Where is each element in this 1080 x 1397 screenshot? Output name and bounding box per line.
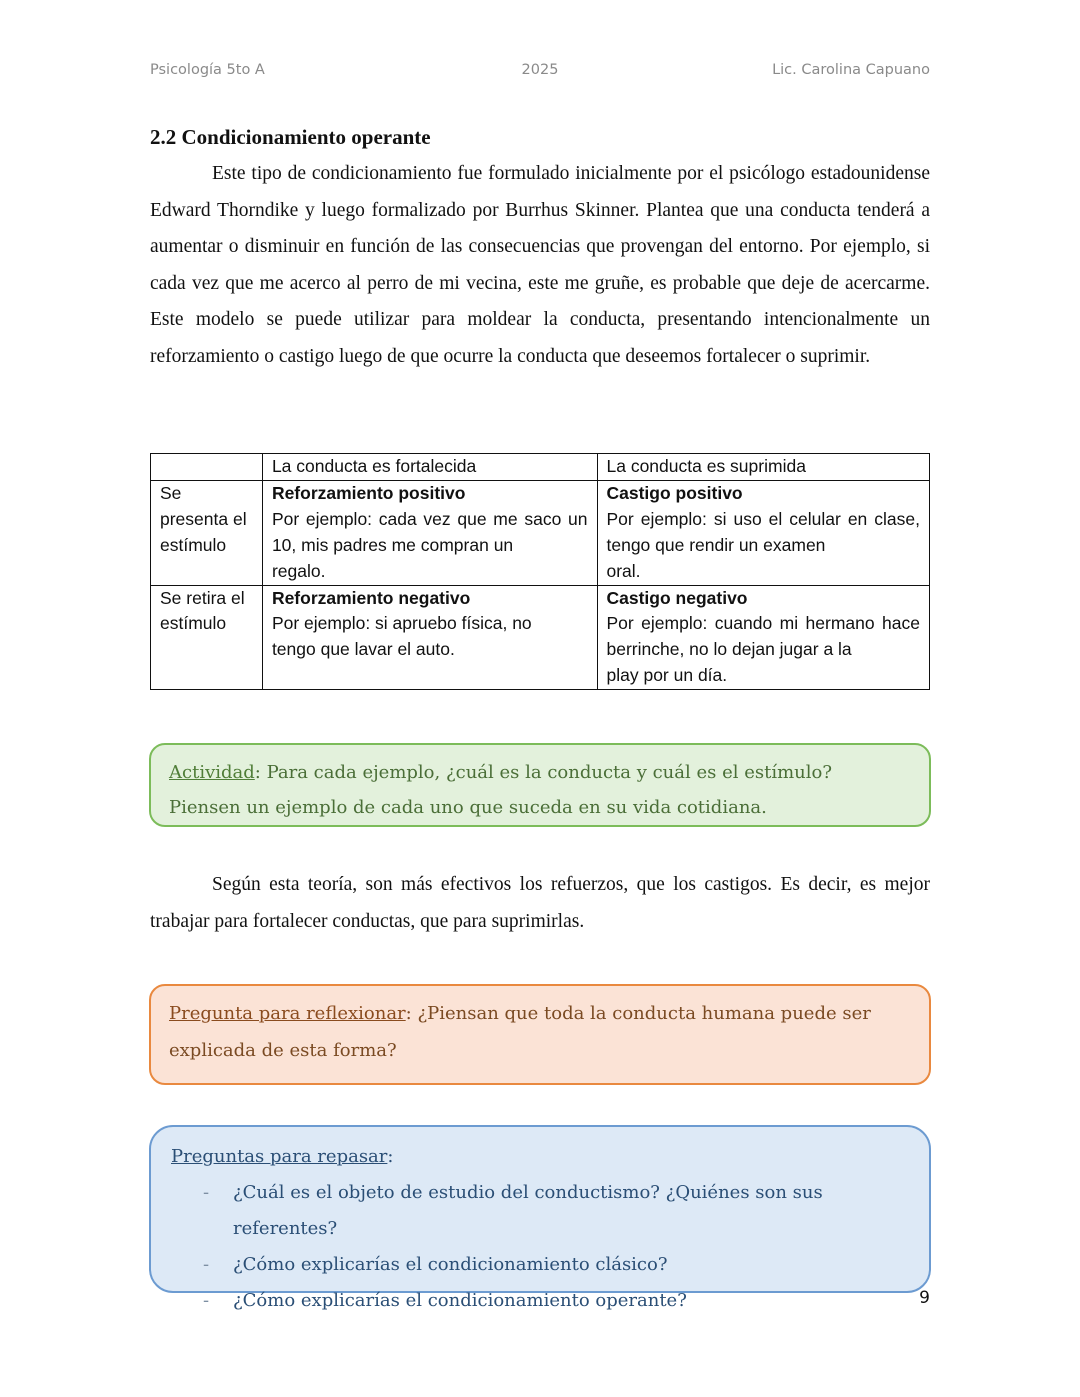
page-header xyxy=(150,62,930,86)
reflection-text: : ¿Piensan que toda la conducta humana puede ser explicada de esta forma? xyxy=(169,1003,871,1061)
reflection-label: Pregunta para reflexionar xyxy=(169,1003,406,1024)
review-question: ¿Cuál es el objeto de estudio del conductismo? ¿Quiénes son sus referentes? xyxy=(233,1182,823,1239)
cell-text: Por ejemplo: cuando mi hermano hace berrinche, no lo dejan jugar a la xyxy=(606,613,920,660)
dash-bullet: - xyxy=(203,1182,210,1203)
table-header-cell xyxy=(151,454,263,481)
review-question: ¿Cómo explicarías el condicionamiento clásico? xyxy=(233,1254,668,1275)
row-label: Se presenta el estímulo xyxy=(151,480,263,585)
cell-text-end: oral. xyxy=(606,560,641,581)
dash-bullet: - xyxy=(203,1254,210,1275)
table-header-cell: La conducta es fortalecida xyxy=(262,454,597,481)
cell-text: Por ejemplo: si apruebo física, no xyxy=(271,613,532,634)
header-author: Lic. Carolina Capuano xyxy=(772,62,930,78)
table-cell xyxy=(262,585,597,690)
activity-text: : Para cada ejemplo, ¿cuál es la conducta y cuál es el estímulo? xyxy=(254,762,833,783)
table-cell xyxy=(262,480,597,585)
list-item xyxy=(203,1175,909,1247)
review-colon: : xyxy=(387,1146,394,1167)
conditioning-table xyxy=(150,453,930,690)
cell-text-end: play por un día. xyxy=(606,665,728,686)
table-header-row xyxy=(151,454,930,481)
dash-bullet: - xyxy=(203,1290,210,1311)
review-label: Preguntas para repasar xyxy=(171,1146,388,1167)
reflection-box xyxy=(149,984,931,1085)
intro-paragraph: Este tipo de condicionamiento fue formulado inicialmente por el psicólogo estadounidense Edward Thorndike y luego formalizado por Burrhus Skinner. Plantea que una conducta tenderá a aumentar o disminuir en función de las consecuencias que provengan del entorno. Por ejemplo, si cada vez que me acerco al perro de mi vecina, este me gruñe, es probable que deje de acercarme. Este modelo se puede utilizar para moldear la conducta, presentando intencionalmente un reforzamiento o castigo luego de que ocurre la conducta que deseemos fortalecer o suprimir. xyxy=(150,163,930,367)
review-box xyxy=(149,1125,931,1311)
cell-title: Castigo negativo xyxy=(606,587,748,608)
cell-text: Por ejemplo: cada vez que me saco un 10, mis padres me compran un xyxy=(271,508,588,555)
header-course: Psicología 5to A xyxy=(150,62,265,78)
header-year: 2025 xyxy=(521,62,559,78)
section-title: 2.2 Condicionamiento operante xyxy=(150,125,431,149)
activity-box xyxy=(149,743,931,827)
review-question: ¿Cómo explicarías el condicionamiento operante? xyxy=(233,1290,687,1311)
cell-title: Reforzamiento negativo xyxy=(271,587,471,608)
row-label: Se retira el estímulo xyxy=(151,585,263,690)
activity-line xyxy=(169,755,911,790)
table-row xyxy=(151,480,930,585)
cell-text-end: tengo que lavar el auto. xyxy=(271,639,455,660)
cell-title: Reforzamiento positivo xyxy=(271,482,466,503)
theory-paragraph: Según esta teoría, son más efectivos los refuerzos, que los castigos. Es decir, es mejor trabajar para fortalecer conductas, que para suprimirlas. xyxy=(150,874,930,932)
list-item xyxy=(203,1247,909,1283)
list-item xyxy=(203,1283,909,1319)
cell-text-end: regalo. xyxy=(271,560,326,581)
cell-title: Castigo positivo xyxy=(606,482,743,503)
review-list xyxy=(171,1175,909,1319)
review-heading xyxy=(171,1139,909,1175)
activity-text-2: Piensen un ejemplo de cada uno que suceda en su vida cotidiana. xyxy=(169,797,767,818)
cell-text: Por ejemplo: si uso el celular en clase, tengo que rendir un examen xyxy=(606,508,920,555)
page-number: 9 xyxy=(919,1288,930,1308)
activity-label: Actividad xyxy=(169,762,255,783)
table-cell xyxy=(597,480,930,585)
table-header-cell: La conducta es suprimida xyxy=(597,454,930,481)
table-row xyxy=(151,585,930,690)
table-cell xyxy=(597,585,930,690)
